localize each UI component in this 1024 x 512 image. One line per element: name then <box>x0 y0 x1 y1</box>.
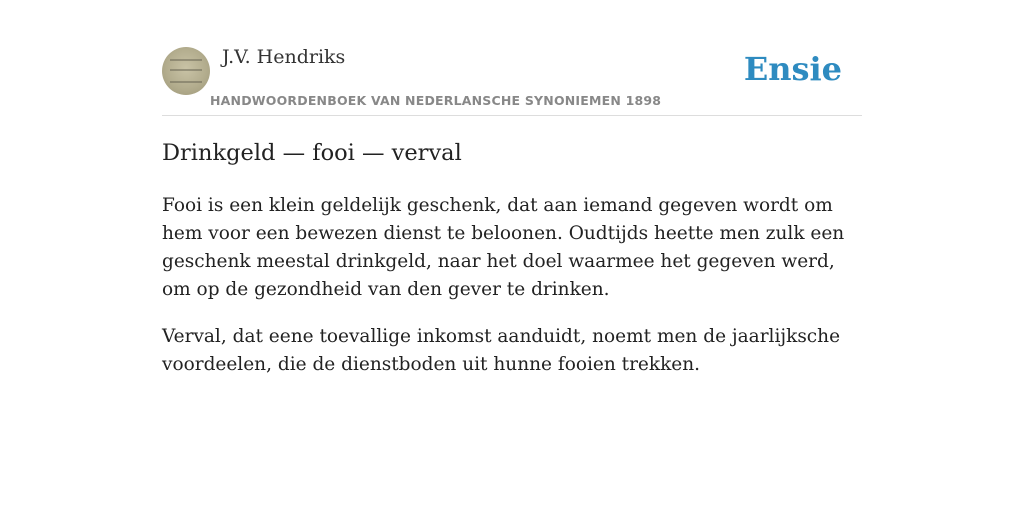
avatar-book-cover-line <box>170 59 202 61</box>
avatar[interactable] <box>162 47 210 95</box>
paragraph: Fooi is een klein geldelijk geschenk, dat aan iemand gegeven wordt om hem voor een bewezen dienst te beloonen. Oudtijds heette men zulk een geschenk meestal drinkgeld, naar het doel waarmee het gegeven werd, om op de gezondheid van den gever te drinken. <box>162 195 845 300</box>
entry-card <box>162 0 862 512</box>
avatar-book-cover-line <box>170 81 202 83</box>
source-title[interactable]: HANDWOORDENBOEK VAN NEDERLANSCHE SYNONIEMEN 1898 <box>210 93 662 108</box>
page-title: Drinkgeld — fooi — verval <box>162 140 462 166</box>
ensie-logo[interactable]: Ensie <box>743 50 842 88</box>
paragraph: Verval, dat eene toevallige inkomst aanduidt, noemt men de jaarlijksche voordeelen, die de dienstboden uit hunne fooien trekken. <box>162 326 841 375</box>
entry-body <box>162 192 862 398</box>
avatar-book-cover-line <box>170 69 202 71</box>
header <box>162 0 862 116</box>
author-name[interactable]: J.V. Hendriks <box>222 46 346 68</box>
